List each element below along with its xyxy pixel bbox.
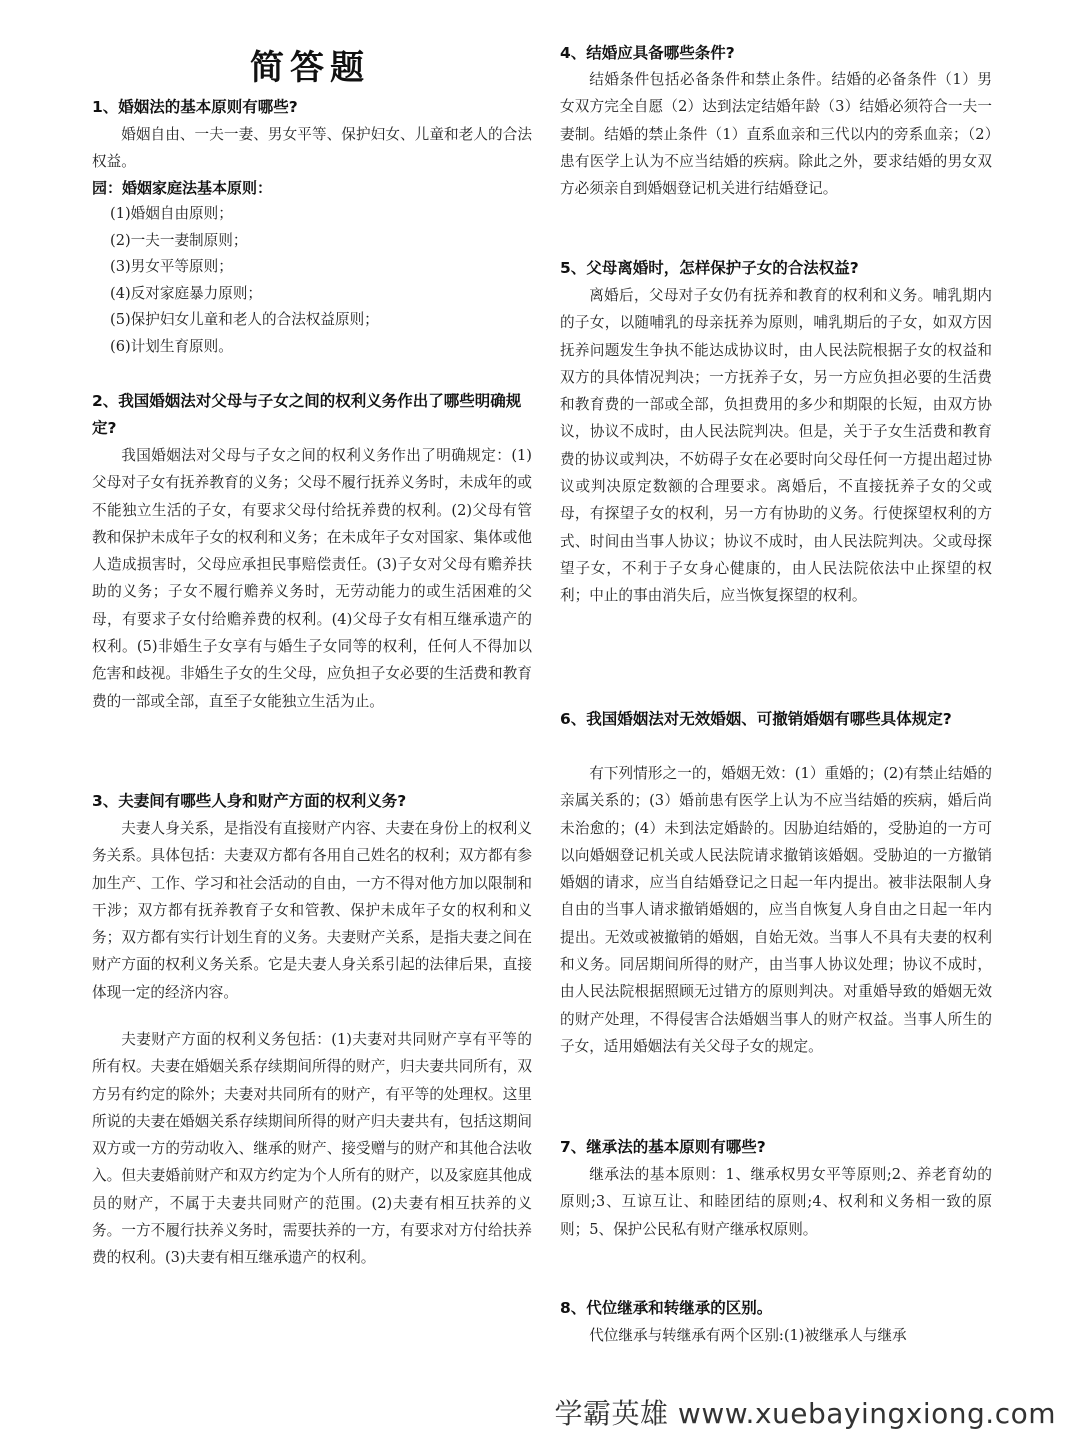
principles-list	[110, 201, 379, 361]
site-watermark: 学霸英雄 www.xuebayingxiong.com	[554, 1397, 1056, 1430]
list-item: (3)男女平等原则；	[110, 258, 233, 276]
list-item: (1)婚姻自由原则；	[110, 205, 233, 222]
question-5: 5、父母离婚时，怎样保护子女的合法权益?	[560, 259, 859, 277]
list-item: (2)一夫一妻制原则；	[110, 231, 248, 249]
answer-7: 继承法的基本原则：1、继承权男女平等原则;2、养老育幼的原则;3、互谅互让、和睦团结的原则;4、权利和义务相一致的原则；5、保护公民私有财产继承权原则。	[560, 1166, 992, 1238]
answer-5: 离婚后，父母对子女仍有抚养和教育的权利和义务。哺乳期内的子女，以随哺乳的母亲抚养为原则，哺乳期后的子女，如双方因抚养问题发生争执不能达成协议时，由人民法院根据子女的权益和双方的具体情况判决；一方抚养子女，另一方应负担必要的生活费和教育费的一部或全部，负担费用的多少和期限的长短，由双方协议，协议不成时，由人民法院判决。但是，关于子女生活费和教育费的协议或判决，不妨碍子女在必要时向父母任何一方提出超过协议或判决原定数额的合理要求。离婚后，不直接抚养子女的父或母，有探望子女的权利，另一方有协助的义务。行使探望权利的方式、时间由当事人协议；协议不成时，由人民法院判决。父或母探望子女，不利于子女身心健康的，由人民法院依法中止探望的权利；中止的事由消失后，应当恢复探望的权利。	[560, 287, 992, 605]
question-1: 1、婚姻法的基本原则有哪些?	[92, 98, 298, 116]
list-item: (4)反对家庭暴力原则；	[110, 284, 263, 302]
question-3: 3、夫妻间有哪些人身和财产方面的权利义务?	[92, 792, 407, 810]
answer-3-personal: 夫妻人身关系，是指没有直接财产内容、夫妻在身份上的权利义务关系。具体包括：夫妻双方都有各用自己姓名的权利；双方都有参加生产、工作、学习和社会活动的自由，一方不得对他方加以限制和干涉；双方都有抚养教育子女和管教、保护未成年子女的权利和义务；双方都有实行计划生育的义务。夫妻财产关系，是指夫妻之间在财产方面的权利义务关系。它是夫妻人身关系引起的法律后果，直接体现一定的经济内容。	[92, 820, 532, 1001]
answer-1: 婚姻自由、一夫一妻、男女平等、保护妇女、儿童和老人的合法权益。	[92, 126, 532, 171]
question-8: 8、代位继承和转继承的区别。	[560, 1299, 773, 1317]
question-2: 2、我国婚姻法对父母与子女之间的权利义务作出了哪些明确规定?	[92, 392, 522, 437]
question-4: 4、结婚应具备哪些条件?	[560, 44, 735, 62]
list-item: (5)保护妇女儿童和老人的合法权益原则；	[110, 311, 379, 329]
answer-1-subheading: 园：婚姻家庭法基本原则：	[92, 179, 273, 197]
answer-6: 有下列情形之一的，婚姻无效：(1）重婚的；(2)有禁止结婚的亲属关系的；(3）婚前患有医学上认为不应当结婚的疾病，婚后尚未治愈的；(4）未到法定婚龄的。因胁迫结婚的，受胁迫的一方可以向婚姻登记机关或人民法院请求撤销该婚姻。受胁迫的一方撤销婚姻的请求，应当自结婚登记之日起一年内提出。被非法限制人身自由的当事人请求撤销婚姻的，应当自恢复人身自由之日起一年内提出。无效或被撤销的婚姻，自始无效。当事人不具有夫妻的权利和义务。同居期间所得的财产，由当事人协议处理；协议不成时，由人民法院根据照顾无过错方的原则判决。对重婚导致的婚姻无效的财产处理，不得侵害合法婚姻当事人的财产权益。当事人所生的子女，适用婚姻法有关父母子女的规定。	[560, 765, 992, 1055]
question-6: 6、我国婚姻法对无效婚姻、可撤销婚姻有哪些具体规定?	[560, 710, 952, 728]
answer-4: 结婚条件包括必备条件和禁止条件。结婚的必备条件（1）男女双方完全自愿（2）达到法定结婚年龄（3）结婚必须符合一夫一妻制。结婚的禁止条件（1）直系血亲和三代以内的旁系血亲；（2）患有医学上认为不应当结婚的疾病。除此之外，要求结婚的男女双方必须亲自到婚姻登记机关进行结婚登记。	[560, 71, 992, 198]
answer-3-property: 夫妻财产方面的权利义务包括：(1)夫妻对共同财产享有平等的所有权。夫妻在婚姻关系存续期间所得的财产，归夫妻共同所有，双方另有约定的除外；夫妻对共同所有的财产，有平等的处理权。这里所说的夫妻在婚姻关系存续期间所得的财产归夫妻共有，包括这期间双方或一方的劳动收入、继承的财产、接受赠与的财产和其他合法收入。但夫妻婚前财产和双方约定为个人所有的财产，以及家庭其他成员的财产，不属于夫妻共同财产的范围。(2)夫妻有相互扶养的义务。一方不履行扶养义务时，需要扶养的一方，有要求对方付给扶养费的权利。(3)夫妻有相互继承遗产的权利。	[92, 1031, 532, 1267]
answer-2: 我国婚姻法对父母与子女之间的权利义务作出了明确规定：(1)父母对子女有抚养教育的义务；父母不履行抚养义务时，未成年的或不能独立生活的子女，有要求父母付给抚养费的权利。(2)父母有管教和保护未成年子女的权利和义务；在未成年子女对国家、集体或他人造成损害时，父母应承担民事赔偿责任。(3)子女对父母有赡养扶助的义务；子女不履行赡养义务时，无劳动能力的或生活困难的父母，有要求子女付给赡养费的权利。(4)父母子女有相互继承遗产的权利。(5)非婚生子女享有与婚生子女同等的权利，任何人不得加以危害和歧视。非婚生子女的生父母，应负担子女必要的生活费和教育费的一部或全部，直至子女能独立生活为止。	[92, 447, 532, 710]
list-item: (6)计划生育原则。	[110, 337, 233, 355]
question-7: 7、继承法的基本原则有哪些?	[560, 1138, 766, 1156]
answer-8: 代位继承与转继承有两个区别:(1)被继承人与继承	[589, 1327, 907, 1344]
page-title: 简答题	[250, 48, 370, 88]
